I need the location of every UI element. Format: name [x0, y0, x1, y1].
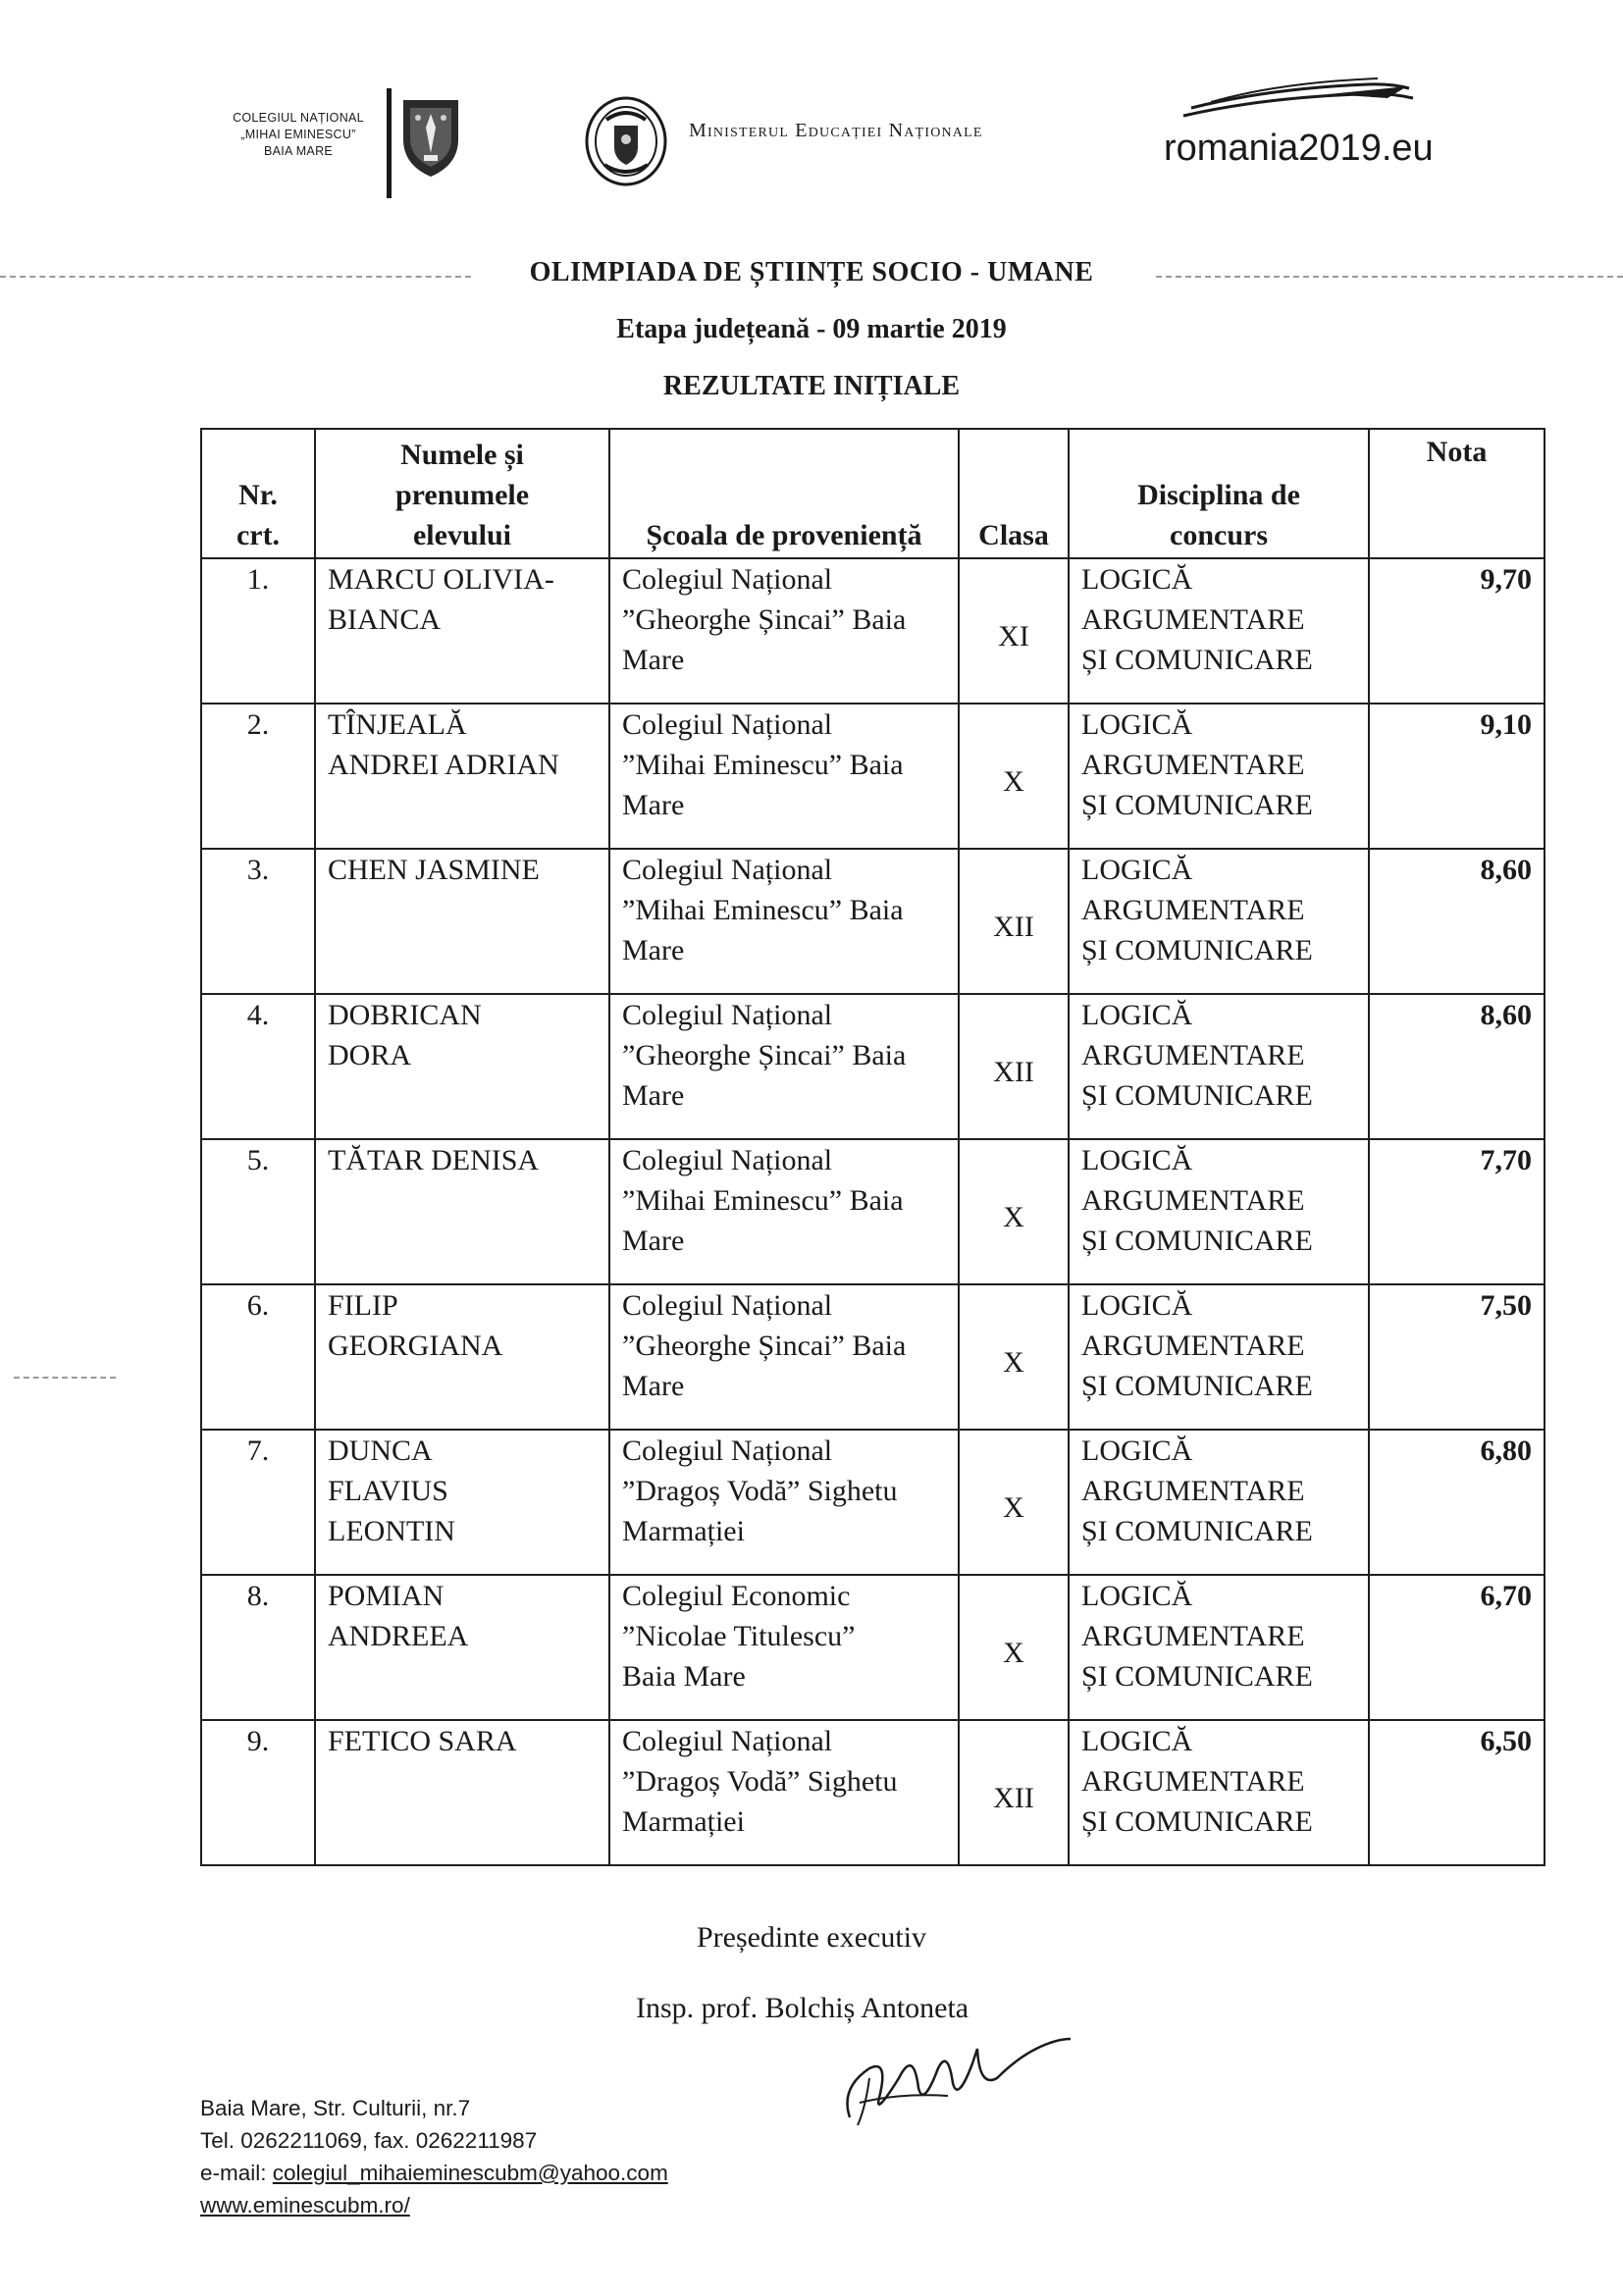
cell-student-name-line: TĂTAR DENISA — [328, 1144, 540, 1176]
ministry-seal-icon — [585, 96, 667, 186]
cell-discipline — [1069, 1720, 1369, 1865]
cell-discipline-line: LOGICĂ — [1081, 708, 1193, 741]
cell-student-name-line: FLAVIUS — [328, 1475, 448, 1507]
cell-school-line: ”Gheorghe Șincai” Baia — [622, 1330, 907, 1362]
cell-grade: 6,70 — [1369, 1575, 1544, 1720]
cell-nr: 9. — [201, 1720, 315, 1865]
cell-school-line: Colegiul Național — [622, 1144, 833, 1176]
cell-school-line: Mare — [622, 1079, 685, 1112]
cell-discipline-line: ARGUMENTARE — [1081, 749, 1305, 781]
cell-school-line: Colegiul Național — [622, 1289, 833, 1322]
document-subtitle: Etapa județeană - 09 martie 2019 — [616, 314, 1007, 344]
cell-discipline-line: LOGICĂ — [1081, 1144, 1193, 1176]
cell-student-name-line: GEORGIANA — [328, 1330, 503, 1362]
school-name-line1: COLEGIUL NAȚIONAL — [233, 111, 364, 125]
table-row — [201, 1430, 1544, 1575]
cell-school-line: Mare — [622, 789, 685, 821]
cell-grade: 9,70 — [1369, 558, 1544, 704]
cell-discipline — [1069, 704, 1369, 849]
cell-school-line: Colegiul Național — [622, 1725, 833, 1757]
cell-school-line: Mare — [622, 1225, 685, 1257]
header-name-line1: Numele și — [400, 439, 524, 471]
cell-grade: 6,80 — [1369, 1430, 1544, 1575]
cell-student-name — [315, 994, 609, 1139]
cell-discipline-line: ARGUMENTARE — [1081, 1330, 1305, 1362]
cell-student-name — [315, 1575, 609, 1720]
cell-discipline-line: ȘI COMUNICARE — [1081, 1805, 1313, 1838]
cell-school — [609, 849, 959, 994]
header-school: Școala de proveniență — [609, 429, 959, 558]
cell-class — [959, 1139, 1069, 1284]
romania-2019-swoosh-icon — [1181, 77, 1417, 126]
cell-discipline — [1069, 1284, 1369, 1430]
cell-school-line: Colegiul Național — [622, 708, 833, 741]
cell-school-line: ”Dragoș Vodă” Sighetu — [622, 1765, 898, 1798]
cell-discipline-line: ARGUMENTARE — [1081, 1184, 1305, 1217]
cell-class-value: XII — [993, 1056, 1034, 1088]
cell-class — [959, 1284, 1069, 1430]
cell-student-name-line: TÎNJEALĂ — [328, 708, 467, 741]
cell-discipline-line: LOGICĂ — [1081, 854, 1193, 886]
cell-discipline-line: ARGUMENTARE — [1081, 1765, 1305, 1798]
cell-school — [609, 1139, 959, 1284]
cell-discipline — [1069, 994, 1369, 1139]
cell-class-value: X — [1003, 1346, 1024, 1379]
cell-discipline — [1069, 1139, 1369, 1284]
cell-school-line: Baia Mare — [622, 1660, 746, 1693]
table-header-row — [201, 429, 1544, 558]
results-table — [200, 428, 1545, 1866]
school-name-line3: BAIA MARE — [263, 144, 334, 158]
cell-discipline-line: LOGICĂ — [1081, 1725, 1193, 1757]
left-margin-mark — [14, 1377, 116, 1379]
cell-student-name — [315, 849, 609, 994]
cell-grade: 6,50 — [1369, 1720, 1544, 1865]
cell-school-line: ”Mihai Eminescu” Baia — [622, 894, 904, 926]
cell-student-name — [315, 558, 609, 704]
cell-nr: 3. — [201, 849, 315, 994]
cell-grade: 9,10 — [1369, 704, 1544, 849]
table-row — [201, 1284, 1544, 1430]
cell-class-value: X — [1003, 1637, 1024, 1669]
cell-school-line: ”Gheorghe Șincai” Baia — [622, 1039, 907, 1071]
cell-nr: 4. — [201, 994, 315, 1139]
cell-school-line: Mare — [622, 1370, 685, 1402]
cell-school-line: Colegiul Național — [622, 999, 833, 1031]
cell-school-line: ”Mihai Eminescu” Baia — [622, 1184, 904, 1217]
cell-discipline-line: LOGICĂ — [1081, 1435, 1193, 1467]
cell-discipline-line: ȘI COMUNICARE — [1081, 1660, 1313, 1693]
header-discipline-line1: Disciplina de — [1137, 479, 1300, 511]
cell-student-name-line: ANDREEA — [328, 1620, 469, 1652]
cell-school — [609, 704, 959, 849]
cell-discipline — [1069, 849, 1369, 994]
cell-school — [609, 1430, 959, 1575]
cell-student-name-line: MARCU OLIVIA- — [328, 563, 554, 596]
cell-class-value: X — [1003, 1201, 1024, 1233]
signatory-role: Președinte executiv — [696, 1921, 927, 1954]
cell-student-name-line: LEONTIN — [328, 1515, 455, 1547]
cell-discipline-line: LOGICĂ — [1081, 999, 1193, 1031]
cell-school — [609, 558, 959, 704]
header-nr-line1: Nr. — [238, 479, 278, 511]
cell-discipline-line: ȘI COMUNICARE — [1081, 1225, 1313, 1257]
title-text: OLIMPIADA DE ȘTIINȚE SOCIO - UMANE — [526, 257, 1098, 287]
footer-contact — [200, 2092, 668, 2221]
cell-student-name-line: FILIP — [328, 1289, 398, 1322]
cell-discipline — [1069, 1430, 1369, 1575]
cell-discipline-line: ARGUMENTARE — [1081, 894, 1305, 926]
cell-nr: 7. — [201, 1430, 315, 1575]
cell-student-name-line: DOBRICAN — [328, 999, 482, 1031]
cell-class-value: X — [1003, 1491, 1024, 1524]
table-row — [201, 1720, 1544, 1865]
header-grade: Nota — [1369, 429, 1544, 558]
cell-student-name — [315, 1139, 609, 1284]
cell-discipline-line: ȘI COMUNICARE — [1081, 789, 1313, 821]
header-name-line3: elevului — [412, 519, 511, 551]
cell-discipline-line: ARGUMENTARE — [1081, 1620, 1305, 1652]
cell-class-value: XII — [993, 1782, 1034, 1814]
header-class: Clasa — [959, 429, 1069, 558]
footer-phone: Tel. 0262211069, fax. 0262211987 — [200, 2128, 538, 2153]
cell-school-line: Marmației — [622, 1515, 745, 1547]
cell-discipline-line: LOGICĂ — [1081, 1289, 1193, 1322]
cell-class — [959, 1575, 1069, 1720]
cell-class — [959, 849, 1069, 994]
header-name — [315, 429, 609, 558]
cell-school-line: ”Mihai Eminescu” Baia — [622, 749, 904, 781]
signatory-name: Insp. prof. Bolchiș Antoneta — [636, 1992, 969, 2024]
header-nr — [201, 429, 315, 558]
cell-student-name-line: CHEN JASMINE — [328, 854, 540, 886]
cell-student-name-line: FETICO SARA — [328, 1725, 517, 1757]
cell-school — [609, 1720, 959, 1865]
results-heading: REZULTATE INIȚIALE — [662, 371, 961, 401]
header-name-line2: prenumele — [394, 479, 530, 511]
cell-discipline — [1069, 558, 1369, 704]
cell-school — [609, 994, 959, 1139]
table-row — [201, 704, 1544, 849]
footer-email-line — [200, 2157, 668, 2189]
logo-divider — [387, 88, 392, 198]
footer-website-link[interactable]: www.eminescubm.ro/ — [200, 2193, 410, 2218]
results-body — [201, 558, 1544, 1865]
handwritten-signature — [830, 2009, 1075, 2137]
cell-discipline-line: ȘI COMUNICARE — [1081, 1515, 1313, 1547]
cell-student-name-line: DORA — [328, 1039, 412, 1071]
cell-class — [959, 1720, 1069, 1865]
cell-class-value: XI — [998, 620, 1029, 652]
document-title — [0, 257, 1623, 288]
cell-student-name — [315, 1284, 609, 1430]
cell-class — [959, 704, 1069, 849]
cell-school-line: Colegiul Național — [622, 854, 833, 886]
cell-school — [609, 1575, 959, 1720]
cell-student-name-line: BIANCA — [328, 603, 442, 636]
ministry-name: Ministerul Educației Naționale — [689, 120, 983, 141]
cell-grade: 7,70 — [1369, 1139, 1544, 1284]
header-discipline — [1069, 429, 1369, 558]
header-nr-line2: crt. — [236, 519, 281, 551]
cell-school-line: Colegiul Economic — [622, 1580, 851, 1612]
cell-class — [959, 558, 1069, 704]
table-row — [201, 849, 1544, 994]
romania-2019-logo-text: romania2019.eu — [1164, 128, 1434, 169]
coat-of-arms-icon — [400, 96, 461, 179]
cell-class-value: XII — [993, 911, 1034, 943]
cell-school-line: ”Gheorghe Șincai” Baia — [622, 603, 907, 636]
table-row — [201, 994, 1544, 1139]
cell-grade: 8,60 — [1369, 994, 1544, 1139]
cell-school-line: Mare — [622, 934, 685, 966]
cell-school — [609, 1284, 959, 1430]
cell-nr: 6. — [201, 1284, 315, 1430]
cell-discipline-line: ȘI COMUNICARE — [1081, 1079, 1313, 1112]
cell-school-line: ”Dragoș Vodă” Sighetu — [622, 1475, 898, 1507]
cell-school-line: Mare — [622, 644, 685, 676]
cell-nr: 2. — [201, 704, 315, 849]
cell-nr: 8. — [201, 1575, 315, 1720]
cell-discipline-line: ȘI COMUNICARE — [1081, 644, 1313, 676]
cell-student-name — [315, 1430, 609, 1575]
cell-school-line: ”Nicolae Titulescu” — [622, 1620, 856, 1652]
cell-student-name — [315, 1720, 609, 1865]
table-row — [201, 1575, 1544, 1720]
cell-student-name-line: POMIAN — [328, 1580, 445, 1612]
cell-grade: 8,60 — [1369, 849, 1544, 994]
footer-email-label: e-mail: — [200, 2161, 267, 2185]
table-row — [201, 1139, 1544, 1284]
cell-class-value: X — [1003, 765, 1024, 798]
cell-school-line: Colegiul Național — [622, 1435, 833, 1467]
cell-discipline-line: ȘI COMUNICARE — [1081, 934, 1313, 966]
cell-grade: 7,50 — [1369, 1284, 1544, 1430]
footer-email-link[interactable]: colegiul_mihaieminescubm@yahoo.com — [272, 2161, 668, 2185]
cell-discipline — [1069, 1575, 1369, 1720]
cell-class — [959, 1430, 1069, 1575]
school-name-line2: „MIHAI EMINESCU” — [240, 128, 356, 141]
cell-student-name-line: ANDREI ADRIAN — [328, 749, 559, 781]
school-logo-text — [210, 110, 387, 160]
footer-address: Baia Mare, Str. Culturii, nr.7 — [200, 2096, 471, 2120]
cell-discipline-line: ARGUMENTARE — [1081, 1039, 1305, 1071]
cell-class — [959, 994, 1069, 1139]
cell-school-line: Colegiul Național — [622, 563, 833, 596]
cell-student-name-line: DUNCA — [328, 1435, 433, 1467]
cell-nr: 5. — [201, 1139, 315, 1284]
header-discipline-line2: concurs — [1170, 519, 1268, 551]
cell-discipline-line: ARGUMENTARE — [1081, 1475, 1305, 1507]
cell-discipline-line: ARGUMENTARE — [1081, 603, 1305, 636]
cell-discipline-line: LOGICĂ — [1081, 1580, 1193, 1612]
cell-student-name — [315, 704, 609, 849]
cell-nr: 1. — [201, 558, 315, 704]
cell-discipline-line: LOGICĂ — [1081, 563, 1193, 596]
table-row — [201, 558, 1544, 704]
cell-school-line: Marmației — [622, 1805, 745, 1838]
cell-discipline-line: ȘI COMUNICARE — [1081, 1370, 1313, 1402]
